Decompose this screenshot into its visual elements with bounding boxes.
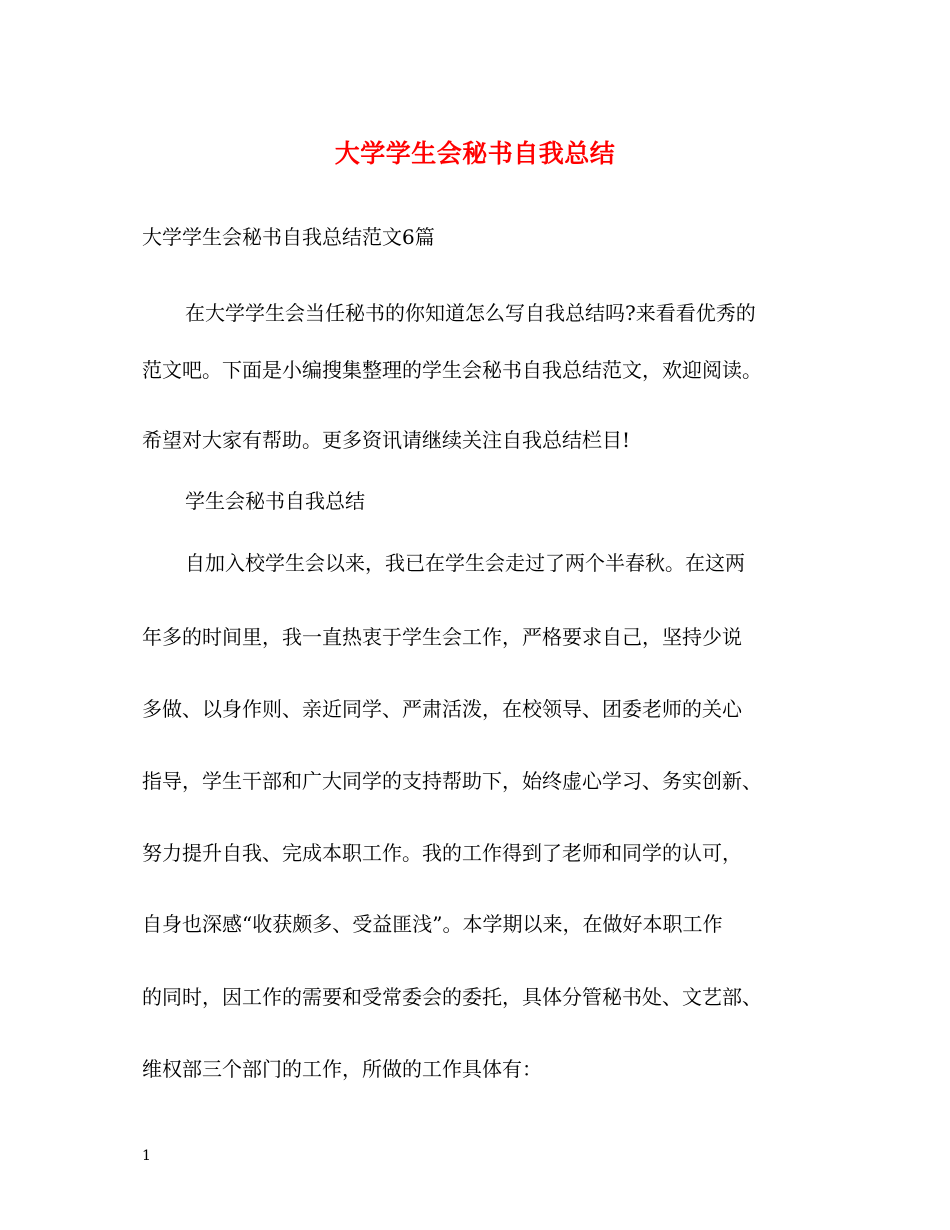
paragraph-line: 自身也深感“收获颇多、受益匪浅”。本学期以来，在做好本职工作 (142, 912, 723, 936)
paragraph-line: 在大学学生会当任秘书的你知道怎么写自我总结吗?来看看优秀的 (185, 301, 756, 325)
paragraph-line: 努力提升自我、完成本职工作。我的工作得到了老师和同学的认可， (142, 841, 742, 865)
paragraph-line: 自加入校学生会以来，我已在学生会走过了两个半春秋。在这两 (185, 551, 745, 575)
page-number: 1 (142, 1148, 151, 1164)
paragraph-line: 维权部三个部门的工作，所做的工作具体有： (142, 1057, 542, 1081)
paragraph-line: 多做、以身作则、亲近同学、严肃活泼，在校领导、团委老师的关心 (142, 697, 742, 721)
document-title: 大学学生会秘书自我总结 (334, 139, 616, 168)
paragraph-line: 指导，学生干部和广大同学的支持帮助下，始终虚心学习、务实创新、 (142, 769, 762, 793)
section-heading: 学生会秘书自我总结 (185, 489, 365, 513)
paragraph-line: 范文吧。下面是小编搜集整理的学生会秘书自我总结范文，欢迎阅读。 (142, 358, 762, 382)
paragraph-line: 年多的时间里，我一直热衷于学生会工作，严格要求自己，坚持少说 (142, 625, 742, 649)
document-subtitle: 大学学生会秘书自我总结范文6篇 (142, 225, 435, 249)
paragraph-line: 希望对大家有帮助。更多资讯请继续关注自我总结栏目! (142, 428, 631, 452)
paragraph-line: 的同时，因工作的需要和受常委会的委托，具体分管秘书处、文艺部、 (142, 985, 762, 1009)
